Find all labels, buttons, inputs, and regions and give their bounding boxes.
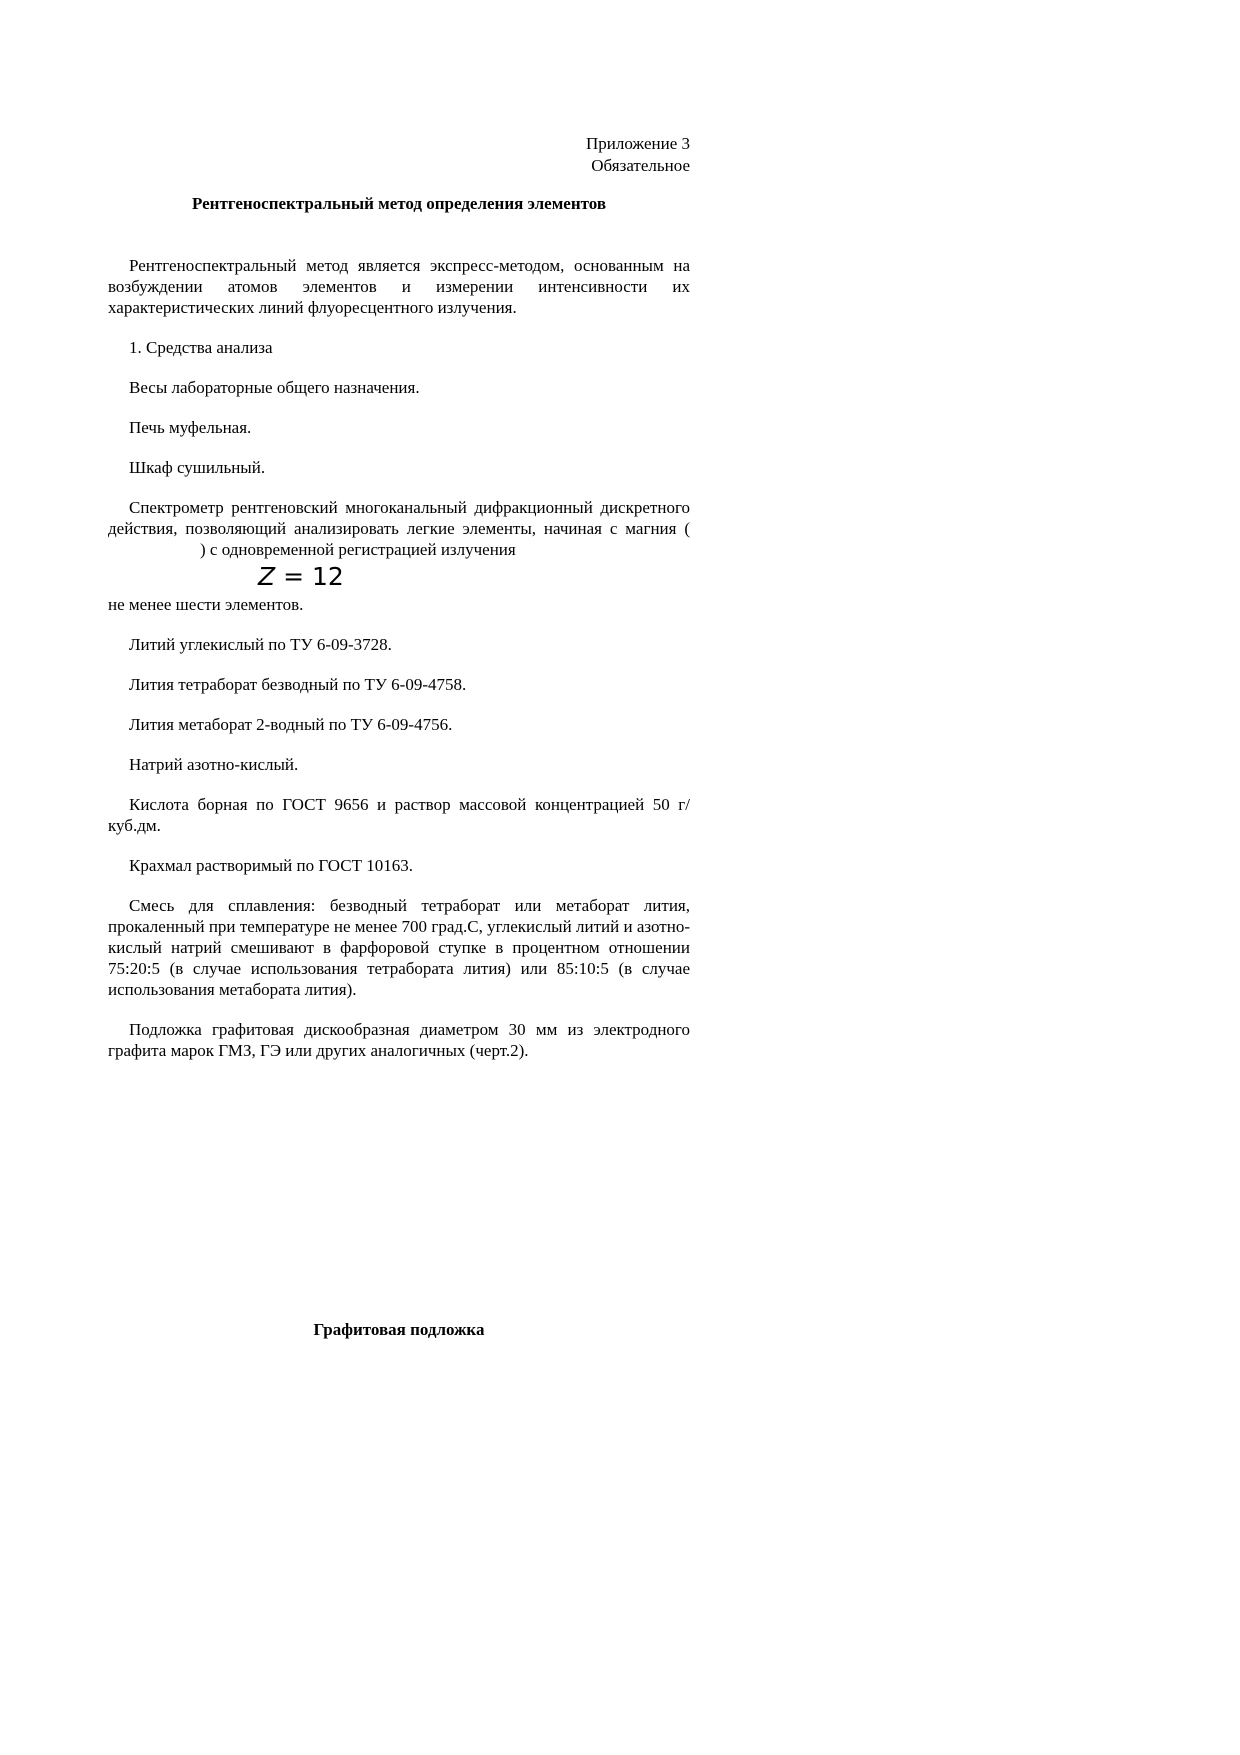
formula-value: = 12	[275, 562, 344, 591]
paragraph-reagent: Кислота борная по ГОСТ 9656 и раствор массовой концентрацией 50 г/куб.дм.	[108, 795, 690, 835]
paragraph-mixture: Смесь для сплавления: безводный тетраборат или метаборат лития, прокаленный при температуре не менее 700 град.С, углекислый литий и азотно-кислый натрий смешивают в фарфоровой ступке в процентном отношении 75:20:5 (в случае использования тетрабората лития) или 85:10:5 (в случае использования метабората лития).	[108, 896, 690, 999]
paragraph-item: Шкаф сушильный.	[129, 458, 266, 477]
paragraph-reagent: Крахмал растворимый по ГОСТ 10163.	[129, 856, 413, 875]
paragraph-reagent: Лития тетраборат безводный по ТУ 6-09-4758.	[129, 675, 467, 694]
paragraph-item: Весы лабораторные общего назначения.	[129, 378, 420, 397]
document-content	[108, 133, 690, 1341]
paragraph-substrate: Подложка графитовая дискообразная диаметром 30 мм из электродного графита марок ГМЗ, ГЭ или других аналогичных (черт.2).	[108, 1020, 690, 1060]
paragraph-reagent: Натрий азотно-кислый.	[129, 755, 299, 774]
paragraph-item: Печь муфельная.	[129, 418, 252, 437]
text-run: Спектрометр рентгеновский многоканальный дифракционный дискретного действия, позволяющий анализировать легкие элементы, начиная с магния (	[108, 498, 690, 538]
paragraph-continuation: не менее шести элементов.	[108, 595, 304, 614]
formula-variable: Z	[258, 562, 276, 591]
paragraph-intro: Рентгеноспектральный метод является экспресс-методом, основанным на возбуждении атомов элементов и измерении интенсивности их характеристических линий флуоресцентного излучения.	[108, 256, 690, 317]
paragraph-reagent: Лития метаборат 2-водный по ТУ 6-09-4756.	[129, 715, 453, 734]
section-heading: 1. Средства анализа	[129, 338, 273, 357]
annex-number: Приложение 3	[586, 134, 690, 153]
formula-z-equals-12	[258, 563, 690, 591]
annex-block	[108, 133, 690, 177]
document-title: Рентгеноспектральный метод определения элементов	[191, 194, 607, 213]
figure-title: Графитовая подложка	[313, 1320, 485, 1339]
annex-status: Обязательное	[591, 156, 690, 175]
formula-gap	[108, 554, 200, 555]
text-run: ) с одновременной регистрацией излучения	[200, 540, 516, 559]
paragraph-spectrometer	[108, 497, 690, 560]
paragraph-reagent: Литий углекислый по ТУ 6-09-3728.	[129, 635, 392, 654]
